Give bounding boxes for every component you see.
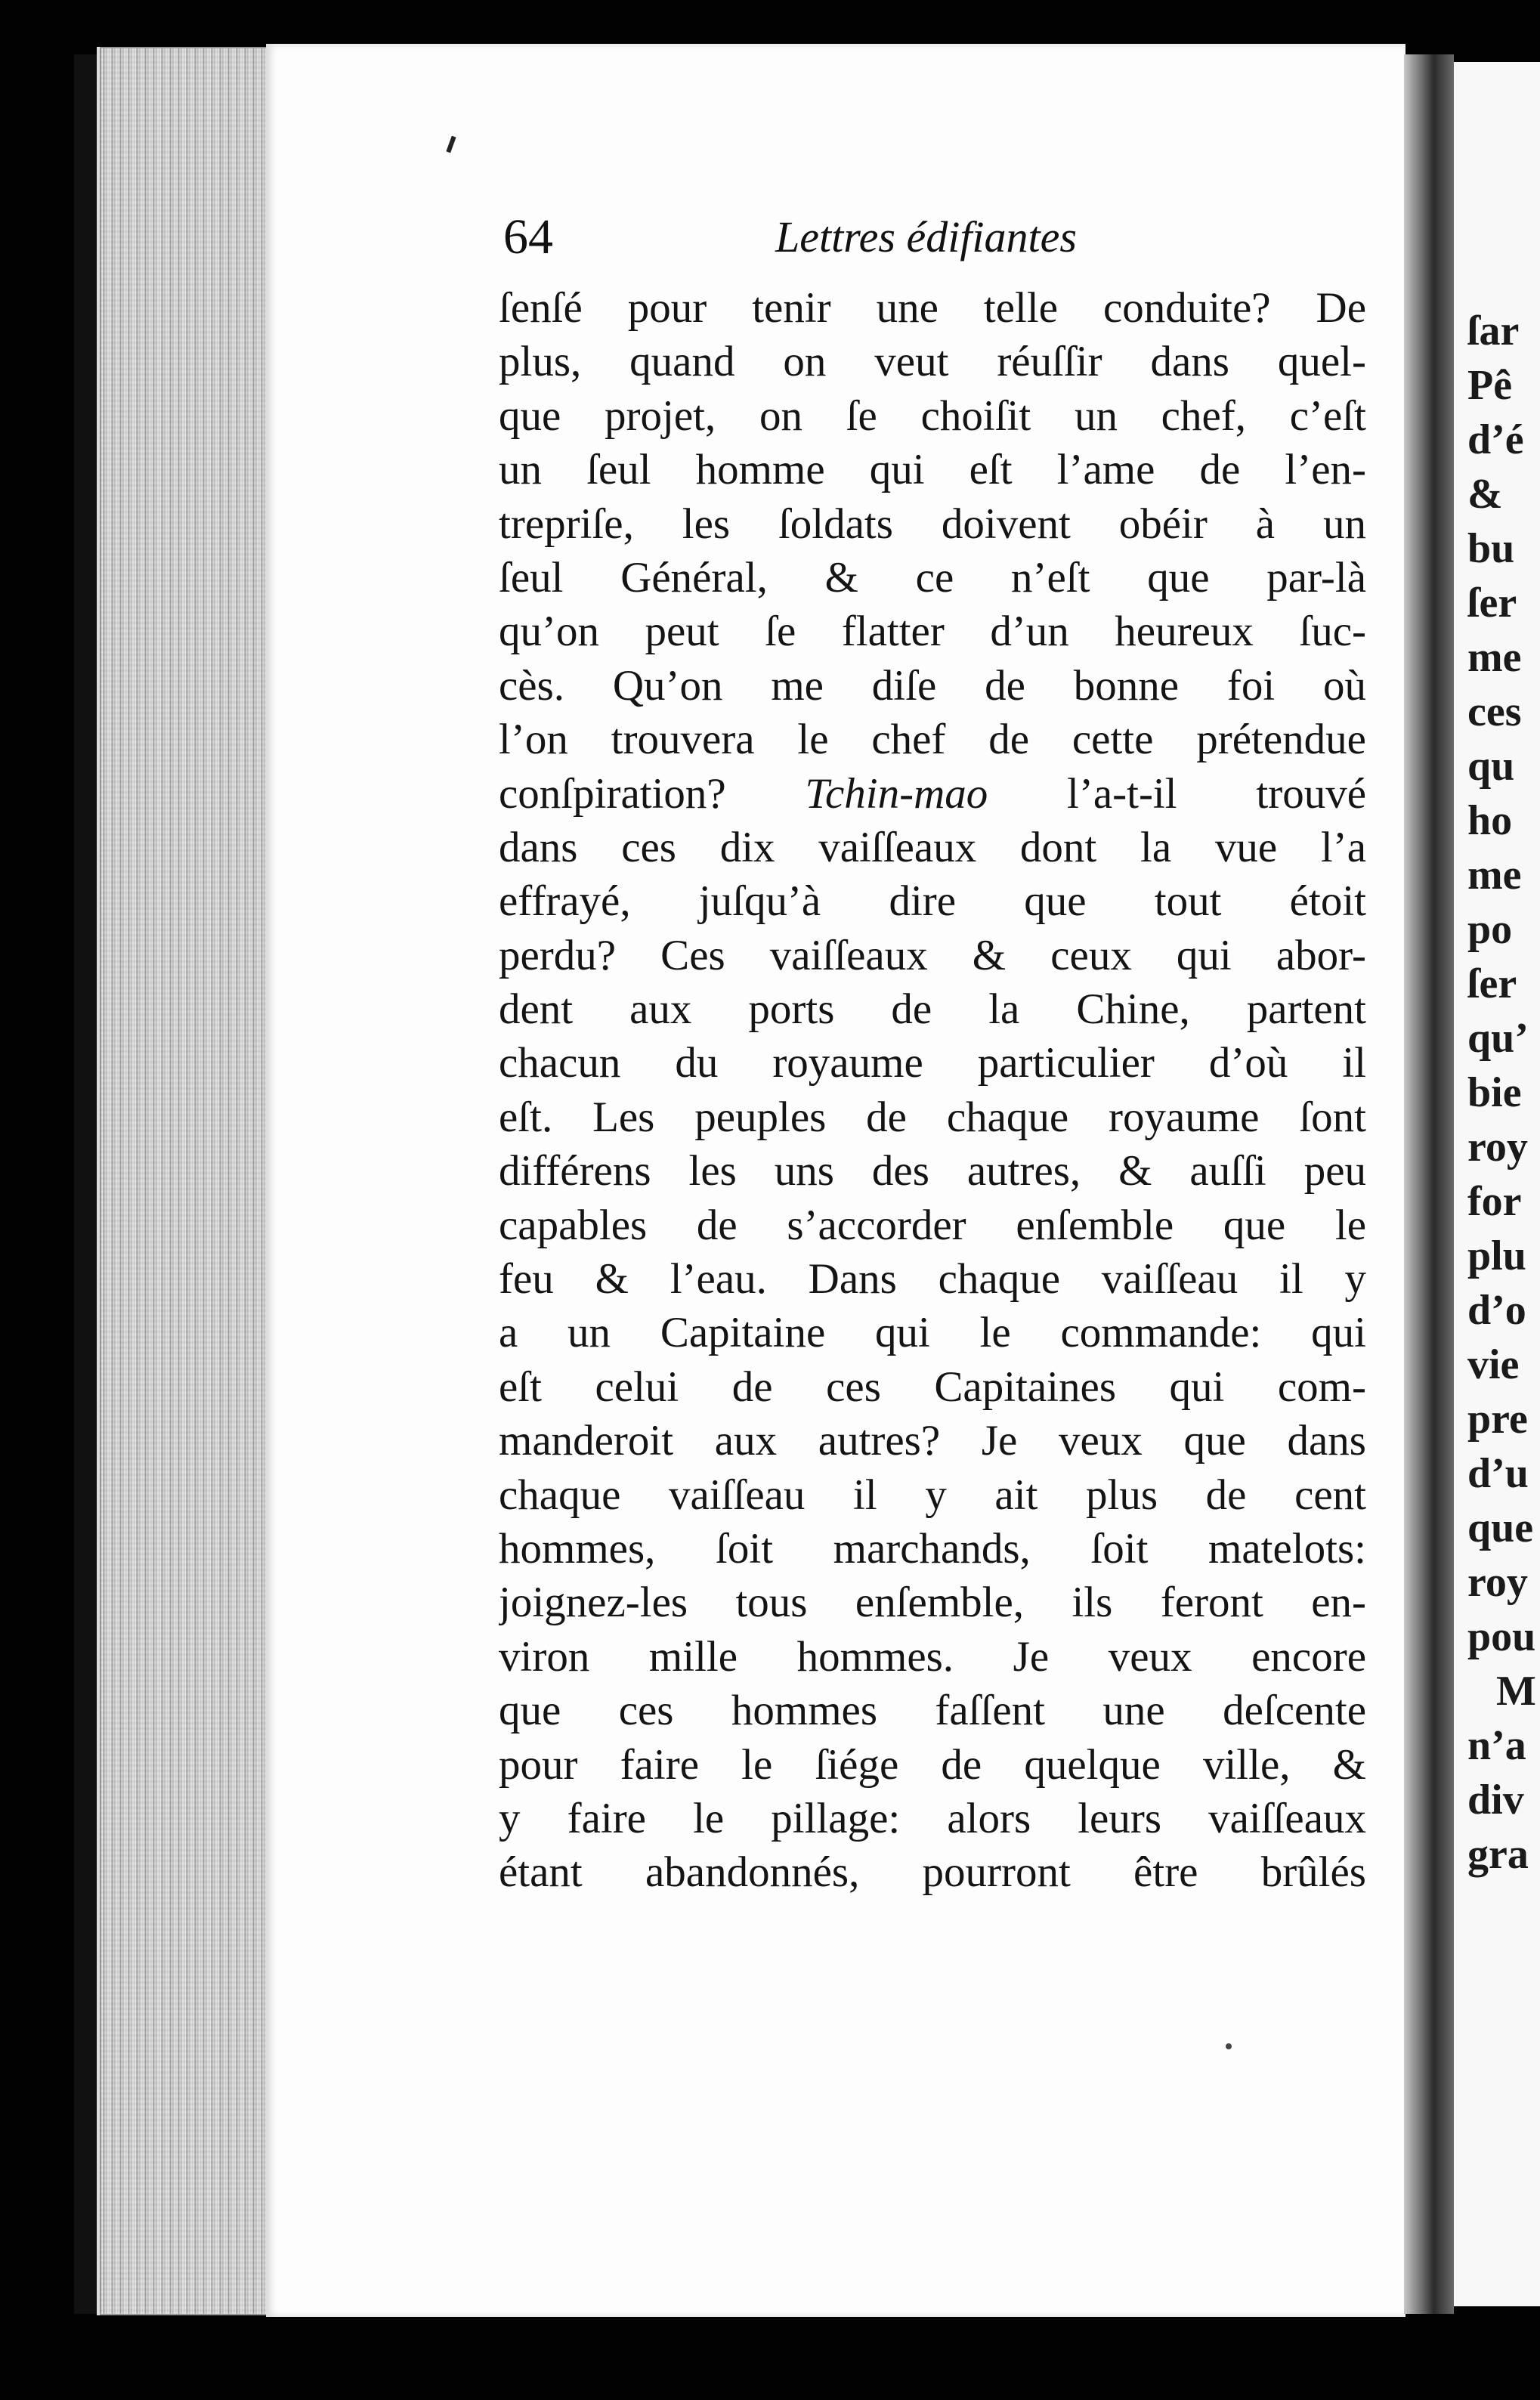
page-number: 64 [503, 209, 553, 264]
text-line: que projet, on ſe choiſit un chef, c’eſt [499, 391, 1366, 440]
text-line: l’on trouvera le chef de cette prétendue [499, 716, 1366, 764]
text-line: un ſeul homme qui eſt l’ame de l’en- [499, 446, 1366, 494]
facing-text-fragment: d’u [1467, 1450, 1529, 1497]
facing-text-fragment: ſar [1467, 308, 1520, 354]
text-line: capables de s’accorder enſemble que le [499, 1201, 1366, 1249]
facing-text-fragment: roy [1467, 1559, 1528, 1606]
facing-text-fragment: vie [1467, 1341, 1520, 1388]
text-line: différens les uns des autres, & auſſi peu [499, 1147, 1366, 1195]
facing-text-fragment: que [1467, 1505, 1534, 1551]
facing-text-fragment: Pê [1467, 362, 1513, 409]
text-line: viron mille hommes. Je veux encore [499, 1632, 1366, 1681]
text-line: trepriſe, les ſoldats doivent obéir à un [499, 499, 1366, 548]
facing-text-fragment: qu’ [1467, 1015, 1529, 1062]
body-text [499, 281, 1366, 1900]
text-line: conſpiration? Tchin-mao l’a-t-il trouvé [499, 769, 1366, 818]
text-line: chacun du royaume particulier d’où il [499, 1039, 1366, 1087]
text-line: ſenſé pour tenir une telle conduite? De [499, 284, 1366, 332]
facing-text-fragment: & [1467, 471, 1503, 518]
facing-text-fragment: me [1467, 634, 1522, 681]
facing-text-fragment: div [1467, 1777, 1524, 1823]
facing-text-fragment: d’o [1467, 1287, 1526, 1334]
running-title: Lettres édifiantes [775, 212, 1077, 261]
text-line: cès. Qu’on me diſe de bonne foi où [499, 661, 1366, 710]
text-line: plus, quand on veut réuſſir dans quel- [499, 338, 1366, 386]
facing-page [1454, 62, 1540, 2306]
facing-text-fragment: ces [1467, 688, 1522, 735]
text-line: que ces hommes faſſent une deſcente [499, 1687, 1366, 1735]
facing-text-fragment: ho [1467, 797, 1513, 844]
text-line: a un Capitaine qui le commande: qui [499, 1309, 1366, 1357]
facing-text-fragment: d’é [1467, 416, 1524, 463]
facing-text-fragment: me [1467, 852, 1522, 898]
book-cover-edge [74, 54, 99, 2314]
facing-text-fragment: ſer [1467, 960, 1517, 1007]
text-line: hommes, ſoit marchands, ſoit matelots: [499, 1524, 1366, 1573]
facing-text-fragment: n’a [1467, 1722, 1526, 1769]
facing-text-fragment: for [1467, 1178, 1522, 1225]
text-line: ſeul Général, & ce n’eſt que par-là [499, 553, 1366, 602]
facing-text-fragment: qu [1467, 743, 1515, 790]
text-line: pour faire le ſiége de quelque ville, & [499, 1740, 1366, 1789]
page-header [503, 209, 1108, 269]
facing-text-fragment: roy [1467, 1124, 1528, 1171]
page-stack-edge [97, 47, 267, 2315]
ink-dot [1226, 2043, 1232, 2049]
facing-text-fragment: pre [1467, 1396, 1528, 1443]
text-line: manderoit aux autres? Je veux que dans [499, 1417, 1366, 1465]
facing-text-fragment: bu [1467, 525, 1515, 572]
text-line: eſt. Les peuples de chaque royaume ſont [499, 1093, 1366, 1141]
text-line: feu & l’eau. Dans chaque vaiſſeau il y [499, 1255, 1366, 1304]
facing-text-fragment: plu [1467, 1232, 1526, 1279]
italic-name: Tchin-mao [805, 769, 988, 818]
facing-text-fragment: pou [1467, 1613, 1536, 1660]
text-line: étant abandonnés, pourront être brûlés [499, 1848, 1366, 1897]
text-line: eſt celui de ces Capitaines qui com- [499, 1362, 1366, 1411]
facing-text-fragment: ſer [1467, 580, 1517, 626]
book-gutter [1404, 54, 1454, 2314]
facing-page-text [1467, 304, 1536, 1882]
text-line: perdu? Ces vaiſſeaux & ceux qui abor- [499, 931, 1366, 979]
text-line: dent aux ports de la Chine, partent [499, 985, 1366, 1034]
text-line: qu’on peut ſe flatter d’un heureux ſuc- [499, 608, 1366, 656]
text-line: joignez-les tous enſemble, ils feront en- [499, 1579, 1366, 1627]
text-line: dans ces dix vaiſſeaux dont la vue l’a [499, 823, 1366, 871]
facing-text-fragment: M [1496, 1668, 1536, 1715]
facing-text-fragment: gra [1467, 1831, 1529, 1878]
facing-text-fragment: po [1467, 906, 1513, 953]
facing-text-fragment: bie [1467, 1069, 1522, 1116]
text-line: effrayé, juſqu’à dire que tout étoit [499, 877, 1366, 926]
text-line: y faire le pillage: alors leurs vaiſſeaux [499, 1794, 1366, 1842]
text-line: chaque vaiſſeau il y ait plus de cent [499, 1471, 1366, 1519]
